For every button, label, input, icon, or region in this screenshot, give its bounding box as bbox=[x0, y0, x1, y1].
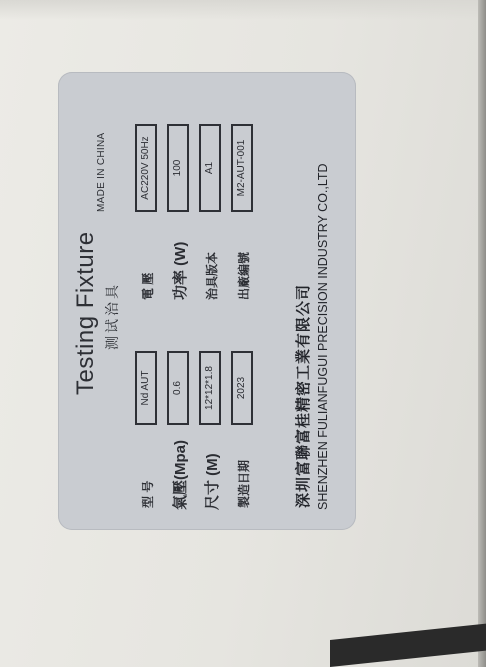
company-name-english: SHENZHEN FULIANFUGUI PRECISION INDUSTRY CO.,LTD bbox=[316, 163, 330, 510]
serial-number-label: 出廠編號 bbox=[237, 251, 251, 300]
made-in-china: MADE IN CHINA bbox=[96, 132, 107, 212]
size-value: 12*12*1.8 bbox=[199, 351, 221, 425]
right-edge bbox=[478, 0, 486, 667]
voltage-value: AC220V 50Hz bbox=[135, 124, 157, 212]
voltage-label: 電 壓 bbox=[141, 272, 155, 300]
air-pressure-value: 0.6 bbox=[167, 351, 189, 425]
spec-row bbox=[166, 72, 192, 530]
top-shadow bbox=[0, 0, 486, 20]
company-name-chinese: 深圳富聯富桂精密工業有限公司 bbox=[295, 283, 312, 508]
spec-row bbox=[230, 72, 256, 530]
air-pressure-label: 氣壓(Mpa) bbox=[172, 440, 189, 510]
power-label: 功率 (W) bbox=[172, 241, 189, 300]
fixture-version-label: 治具版本 bbox=[205, 251, 219, 300]
manufacture-date-label: 製造日期 bbox=[237, 459, 251, 508]
model-value: Nd AUT bbox=[135, 351, 157, 425]
product-subtitle: 测试治具 bbox=[104, 282, 120, 350]
manufacture-date-value: 2023 bbox=[231, 351, 253, 425]
fixture-version-value: A1 bbox=[199, 124, 221, 212]
power-value: 100 bbox=[167, 124, 189, 212]
nameplate-label bbox=[58, 72, 356, 530]
model-label: 型 号 bbox=[141, 480, 155, 508]
size-label: 尺寸 (M) bbox=[204, 453, 221, 510]
serial-number-value: M2-AUT-001 bbox=[231, 124, 253, 212]
spec-row bbox=[134, 72, 160, 530]
spec-row bbox=[198, 72, 224, 530]
nameplate-content bbox=[58, 72, 356, 530]
product-title: Testing Fixture bbox=[72, 231, 99, 395]
